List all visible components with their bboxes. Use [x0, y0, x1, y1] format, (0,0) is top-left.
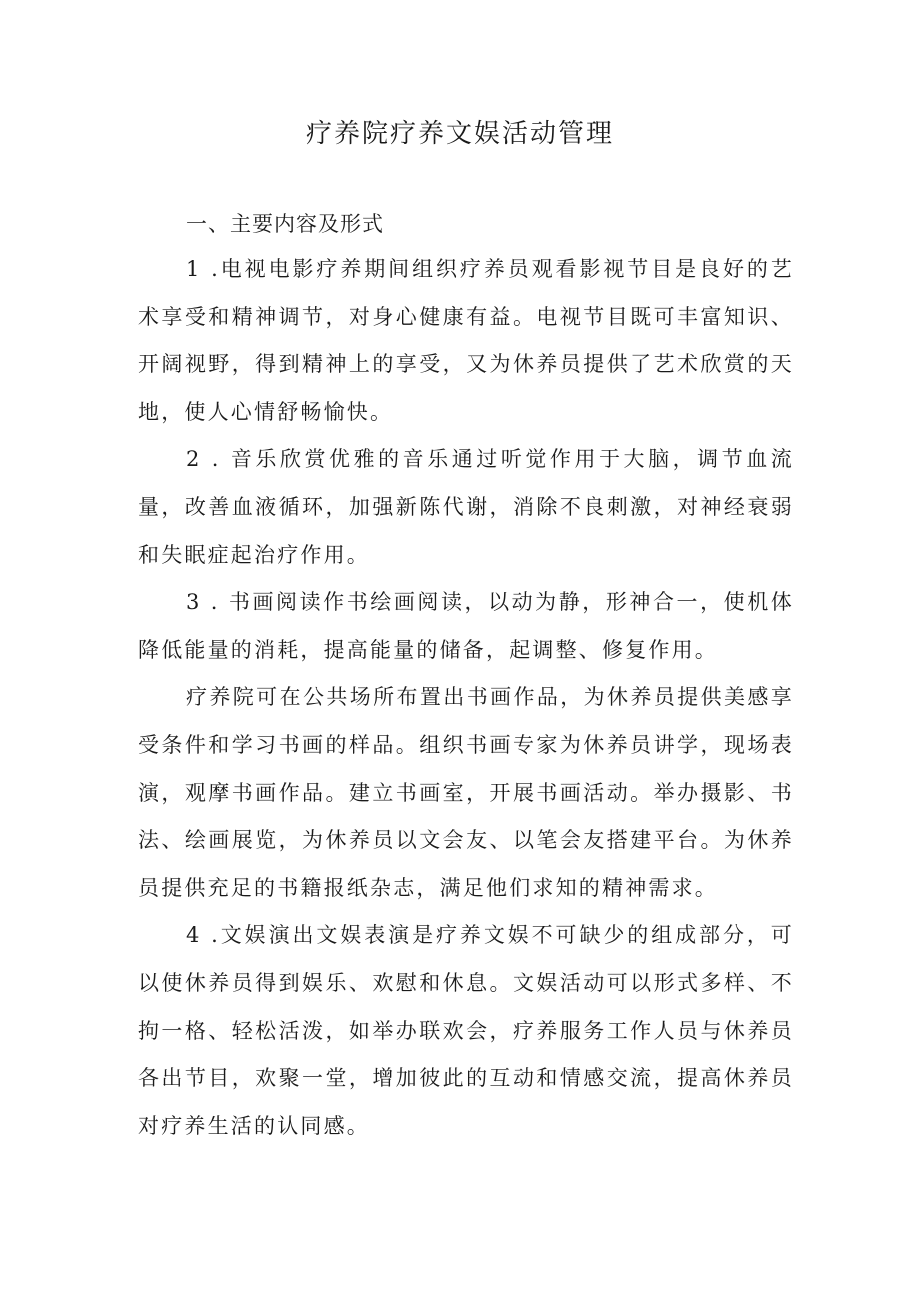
paragraph-tv-film: 1 .电视电影疗养期间组织疗养员观看影视节目是良好的艺术享受和精神调节，对身心健康有益。电视节目既可丰富知识、开阔视野，得到精神上的享受，又为休养员提供了艺术欣赏的天地，使人心情舒畅愉快。 [138, 257, 794, 424]
paragraph-calligraphy-reading: 3 . 书画阅读作书绘画阅读，以动为静，形神合一，使机体降低能量的消耗，提高能量的储备，起调整、修复作用。 [138, 590, 794, 662]
paragraph-calligraphy-activities: 疗养院可在公共场所布置出书画作品，为休养员提供美感享受条件和学习书画的样品。组织书画专家为休养员讲学，现场表演，观摩书画作品。建立书画室，开展书画活动。举办摄影、书法、绘画展览，为休养员以文会友、以笔会友搭建平台。为休养员提供充足的书籍报纸杂志，满足他们求知的精神需求。 [138, 685, 794, 900]
paragraph-music: 2 . 音乐欣赏优雅的音乐通过听觉作用于大脑，调节血流量，改善血液循环，加强新陈代谢，消除不良刺激，对神经衰弱和失眠症起治疗作用。 [138, 447, 794, 567]
page-title: 疗养院疗养文娱活动管理 [305, 119, 614, 149]
document-body [138, 202, 794, 1150]
section-heading: 一、主要内容及形式 [186, 212, 384, 236]
paragraph-performances: 4 .文娱演出文娱表演是疗养文娱不可缺少的组成部分，可以使休养员得到娱乐、欢慰和休息。文娱活动可以形式多样、不拘一格、轻松活泼，如举办联欢会，疗养服务工作人员与休养员各出节目，欢聚一堂，增加彼此的互动和情感交流，提高休养员对疗养生活的认同感。 [138, 923, 794, 1138]
